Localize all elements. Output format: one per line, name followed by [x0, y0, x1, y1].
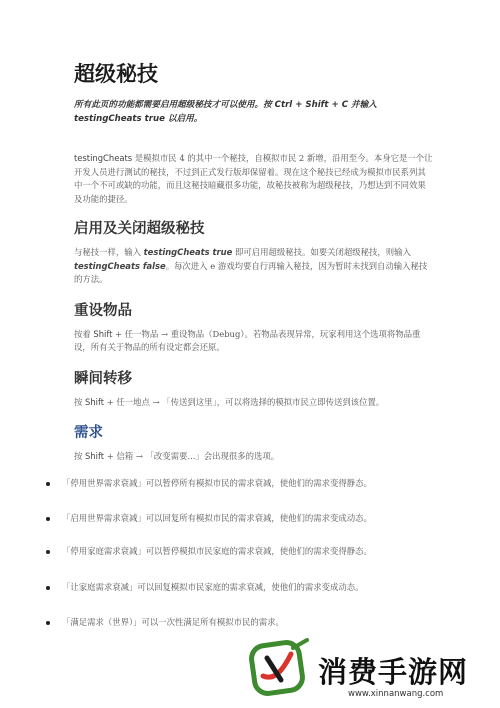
bullet-icon	[46, 586, 50, 590]
list-item	[62, 616, 422, 630]
teleport-paragraph	[74, 396, 434, 410]
list-item-text: 「停用世界需求衰减」可以暂停所有模拟市民的需求衰减，使他们的需求变得静态。	[62, 478, 372, 488]
bullet-icon	[46, 517, 50, 521]
toggle-code-true: testingCheats true	[143, 247, 233, 257]
list-item	[62, 581, 422, 595]
bullet-icon	[46, 621, 50, 625]
page-subtitle	[74, 98, 434, 126]
reset-paragraph	[74, 328, 434, 355]
heading-reset: 重设物品	[74, 302, 132, 319]
subtitle-line-2: testingCheats true 以启用。	[74, 114, 203, 124]
needs-paragraph	[74, 450, 434, 464]
toggle-code-false: testingCheats false	[74, 260, 166, 271]
intro-code: testingCheats	[74, 153, 133, 163]
bullet-icon	[46, 550, 50, 554]
watermark-brand: 消费手游网	[318, 655, 469, 689]
intro-text: 是模拟市民 4 的其中一个秘技，自模拟市民 2 新增，沿用至今。本身它是一个让开发人员进行测试的秘技，不过到正式发行版却保留着。现在这个秘技已经成为模拟市民系列其中一个不可或缺的功能，而且这秘技暗藏很多功能，故秘技被称为超级秘技，乃想达到不同效果及功能的捷径。	[74, 153, 433, 204]
reset-key: Shift	[93, 328, 113, 339]
page-title: 超级秘技	[74, 62, 158, 86]
list-item-text: 「停用家庭需求衰减」可以暂停模拟市民家庭的需求衰减，使他们的需求变得静态。	[62, 546, 372, 556]
watermark-logo-icon	[247, 636, 317, 700]
watermark-url: www.xinnanwang.com	[348, 689, 444, 699]
list-item	[62, 477, 422, 491]
toggle-paragraph	[74, 246, 434, 287]
heading-needs: 需求	[74, 425, 103, 441]
teleport-key: Shift	[85, 396, 105, 407]
heading-teleport: 瞬间转移	[74, 370, 132, 387]
toggle-text-1: 与秘技一样，输入	[74, 247, 144, 257]
needs-text-2: + 信箱 → 「改变需要...」会出现很多的选项。	[104, 451, 280, 461]
teleport-text-2: + 任一地点 → 「传送到这里」，可以将选择的模拟市民立即传送到该位置。	[104, 396, 385, 407]
list-item-text: 「满足需求（世界）」可以一次性满足所有模拟市民的需求。	[62, 617, 284, 627]
list-item-text: 「让家庭需求衰减」可以回复模拟市民家庭的需求衰减，使他们的需求变成动态。	[62, 582, 364, 592]
reset-text-1: 按着	[74, 328, 94, 339]
list-item	[62, 512, 422, 526]
subtitle-line-1: 所有此页的功能都需要启用超级秘技才可以使用。按 Ctrl + Shift + C 并输入	[74, 100, 377, 110]
list-item	[62, 545, 422, 559]
needs-key: Shift	[85, 451, 105, 461]
bullet-icon	[46, 482, 50, 486]
heading-toggle: 启用及关闭超级秘技	[74, 221, 205, 237]
teleport-text-1: 按	[74, 396, 86, 407]
reset-text-2: + 任一物品 → 重设物品（Debug）。若物品表现异常，玩家利用这个选项将物品重设，所有关于物品的所有设定都会还原。	[74, 328, 421, 352]
toggle-text-2: 即可启用超级秘技。如要关闭超级秘技，则输入	[232, 247, 411, 257]
toggle-text-3: 。每次进入 e 游戏均要自行再输入秘技，因为暂时未找到自动输入秘技的方法。	[74, 260, 428, 284]
document-page	[74, 58, 434, 464]
intro-paragraph	[74, 152, 434, 206]
list-item-text: 「启用世界需求衰减」可以回复所有模拟市民的需求衰减，使他们的需求变成动态。	[62, 513, 372, 523]
needs-text-1: 按	[74, 451, 86, 461]
